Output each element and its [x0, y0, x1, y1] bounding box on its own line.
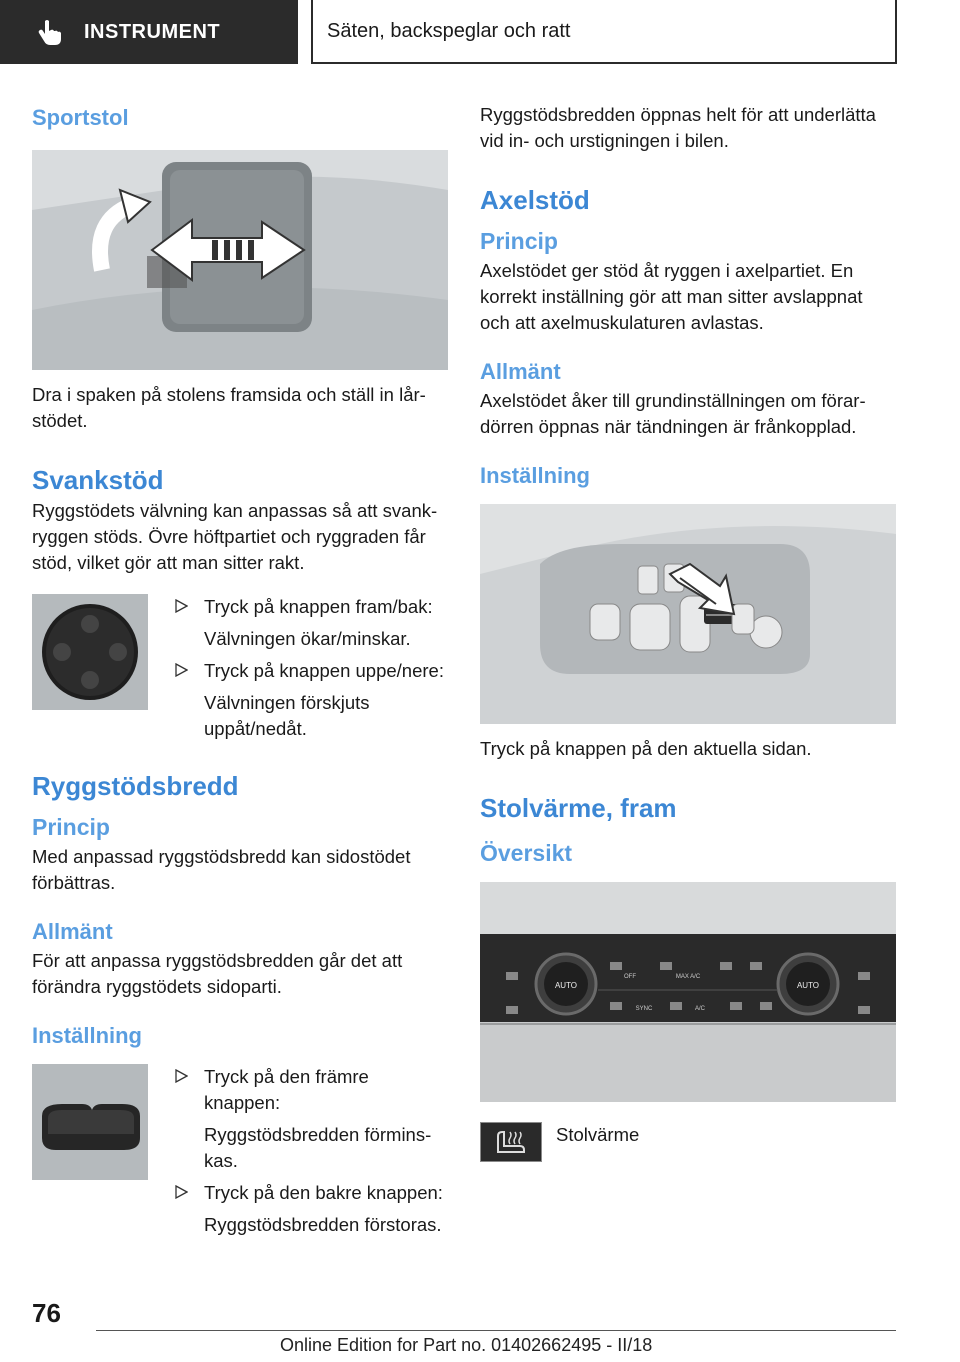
page-header	[0, 0, 960, 66]
heading-sportstol: Sportstol	[32, 105, 129, 130]
heading-stolvarme: Stolvärme, fram	[480, 793, 677, 823]
heading-oversikt: Översikt	[480, 840, 573, 866]
svankstod-body: Ryggstödets välvning kan anpassas så att svankryggen stöds. Övre höftpartiet och ryggraden får stöd, vilket gör att man sitter rakt.	[32, 500, 438, 573]
seat-heating-icon	[480, 1122, 542, 1162]
edition-text: Online Edition for Part no. 01402662495 - II/18	[280, 1335, 653, 1355]
left-column	[32, 96, 448, 1244]
ac-label: A/C	[694, 1006, 706, 1012]
right-column	[480, 96, 896, 1162]
ryggstodsbredd-allmant-body: För att anpassa ryggstödsbredden går det att förändra ryggstödets sidoparti.	[32, 950, 403, 997]
heading-axelstod-installning: Inställning	[480, 463, 590, 488]
step-item: Tryck på den bakre knappen: Ryggstödsbredden förstoras.	[172, 1180, 448, 1238]
climate-panel-photo	[480, 882, 896, 1102]
section-title: Säten, backspeglar och ratt	[327, 19, 571, 42]
auto-label-right: AUTO	[796, 981, 820, 990]
heading-svankstod: Svankstöd	[32, 465, 164, 495]
heading-axelstod: Axelstöd	[480, 185, 590, 215]
step-item: Tryck på knappen fram/bak: Välvningen ökar/minskar.	[172, 594, 448, 652]
lumbar-button-icon	[32, 594, 148, 710]
heading-allmant: Allmänt	[32, 919, 113, 944]
ryggstodsbredd-steps	[172, 1064, 448, 1244]
ryggstodsbredd-intro: Ryggstödsbredden öppnas helt för att underlätta vid in- och urstigningen i bilen.	[480, 104, 876, 151]
axelstod-princip-body: Axelstödet ger stöd åt ryggen i axelpartiet. En korrekt inställning gör att man sitter avslappnat och att axelmuskulaturen avlastas.	[480, 260, 863, 333]
auto-label-left: AUTO	[554, 981, 578, 990]
sportstol-caption: Dra i spaken på stolens framsida och ställ in lårstödet.	[32, 384, 426, 431]
ryggstodsbredd-controls	[32, 1064, 448, 1244]
footer-divider	[96, 1330, 896, 1331]
chapter-tab[interactable]	[0, 0, 298, 64]
svankstod-steps	[172, 594, 448, 748]
triangle-bullet-icon	[174, 1069, 188, 1083]
hand-pointer-icon	[34, 17, 64, 47]
triangle-bullet-icon	[174, 599, 188, 613]
step-item: Tryck på knappen uppe/nere: Välvningen förskjuts uppåt/nedåt.	[172, 658, 448, 742]
ryggstodsbredd-princip-body: Med anpassad ryggstödsbredd kan sidostödet förbättras.	[32, 846, 411, 893]
sport-seat-photo	[32, 150, 448, 370]
chapter-tab-label: INSTRUMENT	[84, 20, 221, 43]
triangle-bullet-icon	[174, 663, 188, 677]
sync-label: SYNC	[635, 1006, 653, 1012]
stolvarme-legend-label: Stolvärme	[556, 1124, 640, 1145]
off-label: OFF	[624, 974, 636, 980]
backrest-width-button-icon	[32, 1064, 148, 1180]
heading-ryggstodsbredd: Ryggstödsbredd	[32, 771, 239, 801]
heading-axelstod-princip: Princip	[480, 228, 558, 254]
triangle-bullet-icon	[174, 1185, 188, 1199]
page-number: 76	[32, 1298, 61, 1328]
heading-installning: Inställning	[32, 1023, 142, 1048]
seat-controls-photo	[480, 504, 896, 724]
axelstod-allmant-body: Axelstödet åker till grundinställningen om förardörren öppnas när tändningen är frånkopplad.	[480, 390, 866, 437]
svankstod-controls	[32, 594, 448, 748]
heading-princip: Princip	[32, 814, 110, 840]
axelstod-caption: Tryck på knappen på den aktuella sidan.	[480, 738, 812, 759]
stolvarme-legend	[480, 1122, 896, 1162]
heading-axelstod-allmant: Allmänt	[480, 359, 561, 384]
step-item: Tryck på den främre knappen: Ryggstödsbredden förminskas.	[172, 1064, 448, 1174]
section-tab[interactable]	[311, 0, 897, 64]
max-ac-label: MAX A/C	[675, 974, 701, 980]
